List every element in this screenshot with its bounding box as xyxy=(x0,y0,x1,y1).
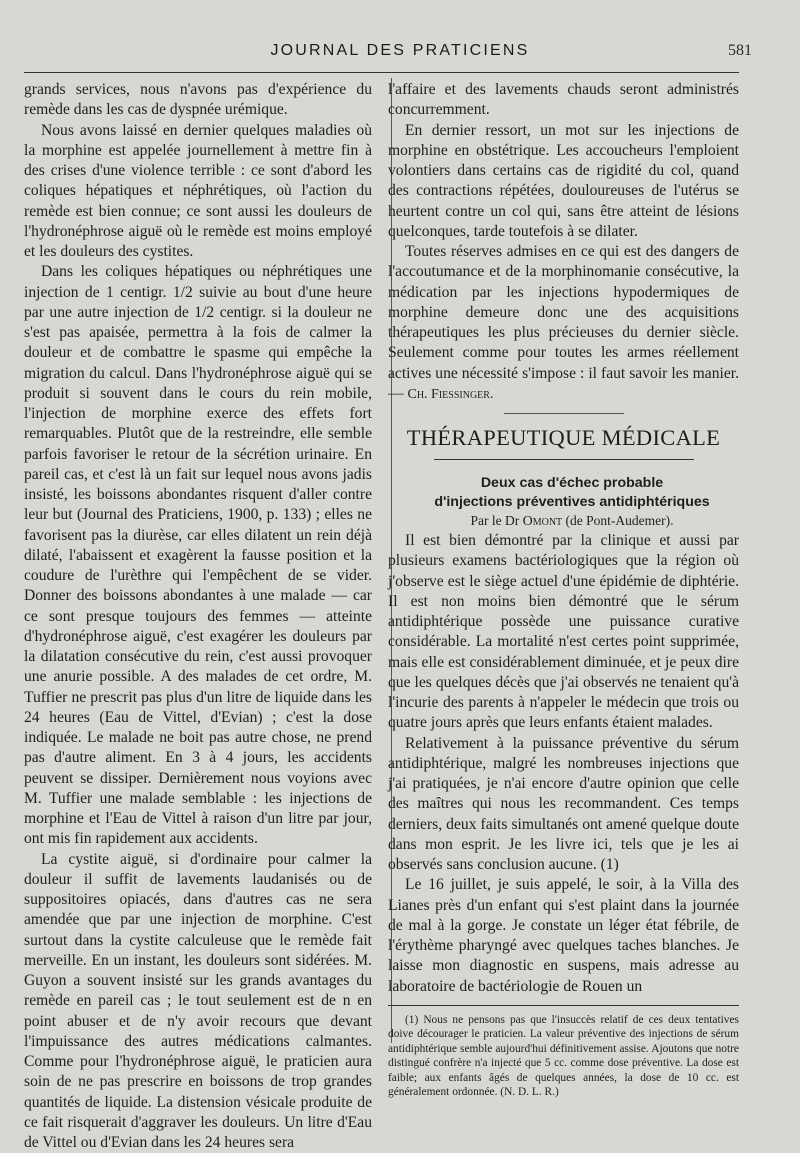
journal-title: JOURNAL DES PRATICIENS xyxy=(0,42,800,60)
paragraph: Dans les coliques hépatiques ou néphrétiques une injection de 1 centigr. 1/2 suivie au bout d'une heure par une autre injection de 1/2 centigr. si la douleur ne s'est pas apaisée, permettra à la fois de calmer la douleur et de combattre le spasme qui empêche la migration du calcul. Dans l'hydronéphrose aiguë qui se produit si souvent dans le cours du rein mobile, l'injection de morphine exerce des effets fort remarquables. Plutôt que de la restreindre, elle semble parfois favoriser le retour de la sécrétion urinaire. En pareil cas, et c'est là un fait sur lequel nous avons jadis insisté, les boissons abondantes risquent d'aller contre leur but (Journal des Praticiens, 1900, p. 133) ; elles ne favorisent pas la diurèse, car elles dilatent un rein déjà dilaté, l'abaissent et exagèrent la fausse position et la coudure de l'urèthre qui l'empêchent de se vider. Donner des boissons abondantes à une malade — car ce sont presque toujours des femmes — atteinte d'hydronéphrose aiguë, c'est exagérer les douleurs par la dilatation consécutive du rein, c'est aussi provoquer une anurie possible. A des malades de cet ordre, M. Tuffier ne prescrit pas plus d'un litre de liquide dans les 24 heures (Eau de Vittel, d'Evian) ; c'est la dose indiquée. Le malade ne boit pas autre chose, ne prend pas d'autre aliment. En 3 à 4 jours, les accidents peuvent se dissiper. Dernièrement nous voyions avec M. Tuffier une malade semblable : les injections de morphine et l'Eau de Vittel à raison d'un litre par jour, ont mis fin rapidement aux accidents. xyxy=(24,262,372,849)
author-signature: Ch. Fiessinger. xyxy=(408,387,494,402)
paragraph-with-signature xyxy=(388,242,739,405)
article-separator xyxy=(504,413,624,414)
byline xyxy=(388,512,739,531)
paragraph-text: Toutes réserves admises en ce qui est des dangers de l'accoutumance et de la morphinomanie consécutive, la médication par les injections hypodermiques de morphine demeure donc une des acquisitions thérapeutiques les plus précieuses du dernier siècle. Seulement comme pour toutes les armes réellement actives une nécessité s'impose : il faut savoir les manier. — xyxy=(388,243,739,402)
section-title: THÉRAPEUTIQUE MÉDICALE xyxy=(388,424,739,452)
footnote-rule xyxy=(388,1005,739,1006)
paragraph: Le 16 juillet, je suis appelé, le soir, à la Villa des Lianes près d'un enfant qui s'est plaint dans la journée de mal à la gorge. Je constate un léger état fébrile, de l'érythème pharyngé avec quelques taches blanches. Je laisse mon diagnostic en suspens, mais adresse au laboratoire de bactériologie de Rouen un xyxy=(388,875,739,997)
paragraph: Relativement à la puissance préventive du sérum antidiphtérique, malgré les nombreuses injections que j'ai pratiquées, je n'ai encore d'autre opinion que celle des maîtres qui nous les recommandent. Ces temps derniers, deux faits simultanés ont amené quelque doute dans mon esprit. Je les livre ici, tels que je les ai observés sans conclusion aucune. (1) xyxy=(388,734,739,876)
byline-author: Omont xyxy=(523,514,563,529)
footnote: (1) Nous ne pensons pas que l'insuccès relatif de ces deux tentatives doive décourager le praticien. La valeur préventive des injections de sérum antidiphtérique semble aujourd'hui définitivement assise. Ajoutons que notre distingué confrère n'a injecté que 5 cc. comme dose préventive. La dose est faible; aux enfants âgés de quelques années, la dose de 10 cc. est généralement ordonnée. (N. D. L. R.) xyxy=(388,1013,739,1100)
page-number: 581 xyxy=(728,42,752,60)
paragraph: Il est bien démontré par la clinique et aussi par plusieurs examens bactériologiques que la région où j'observe est le siège actuel d'une épidémie de diphtérie. Il est non moins bien démontré que le sérum antidiphtérique possède une puissance curative considérable. La mortalité n'est certes point supprimée, mais elle est considérablement diminuée, et je peux dire que les quelques décès que j'ai observés ne tenaient qu'à l'incurie des parents à n'appeler le médecin que trois ou quatre jours après que leurs enfants étaient malades. xyxy=(388,531,739,734)
running-head xyxy=(0,38,800,68)
paragraph: La cystite aiguë, si d'ordinaire pour calmer la douleur il suffit de lavements laudanisés ou de suppositoires opiacés, dans d'autres cas ne sera amendée que par une injection de morphine. C'est surtout dans la cystite calculeuse que le remède fait merveille. En un instant, les douleurs sont sidérées. M. Guyon a souvent insisté sur les grands avantages du remède en pareil cas ; le tout seulement est de n en point abuser et de n'y avoir recours que devant l'impuissance des autres médications calmantes. Comme pour l'hydronéphrose aiguë, le praticien aura soin de ne pas prescrire en boissons de trop grandes quantités de liquide. La distension vésicale produite de ce fait risquerait d'aggraver les douleurs. Un litre d'Eau de Vittel ou d'Evian dans les 24 heures sera xyxy=(24,850,372,1153)
header-rule xyxy=(24,72,739,73)
byline-suffix: (de Pont-Audemer). xyxy=(566,513,674,528)
right-column xyxy=(388,80,739,1100)
paragraph: En dernier ressort, un mot sur les injections de morphine en obstétrique. Les accoucheurs l'emploient volontiers dans certains cas de rigidité du col, quand des contractions répétées, douloureuses de l'utérus se heurtent contre un col qui, sans être atteint de lésions quelconques, tarde toutefois à se dilater. xyxy=(388,121,739,243)
left-column xyxy=(24,80,372,1153)
byline-prefix: Par le Dr xyxy=(470,513,519,528)
paragraph: grands services, nous n'avons pas d'expérience du remède dans les cas de dyspnée urémique. xyxy=(24,80,372,121)
article-title-line-2: d'injections préventives antidiphtériques xyxy=(388,493,739,512)
article-title-line-1: Deux cas d'échec probable xyxy=(388,474,739,493)
paragraph: l'affaire et des lavements chauds seront administrés concurremment. xyxy=(388,80,739,121)
section-rule xyxy=(434,459,694,460)
paragraph: Nous avons laissé en dernier quelques maladies où la morphine est appelée journellement à mettre fin à des crises d'une violence terrible : ce sont d'abord les coliques hépatiques et néphrétiques, où l'action du remède est bien connue; ce sont aussi les douleurs de l'hydronéphrose aiguë où le remède est moins employé et les douleurs des cystites. xyxy=(24,121,372,263)
